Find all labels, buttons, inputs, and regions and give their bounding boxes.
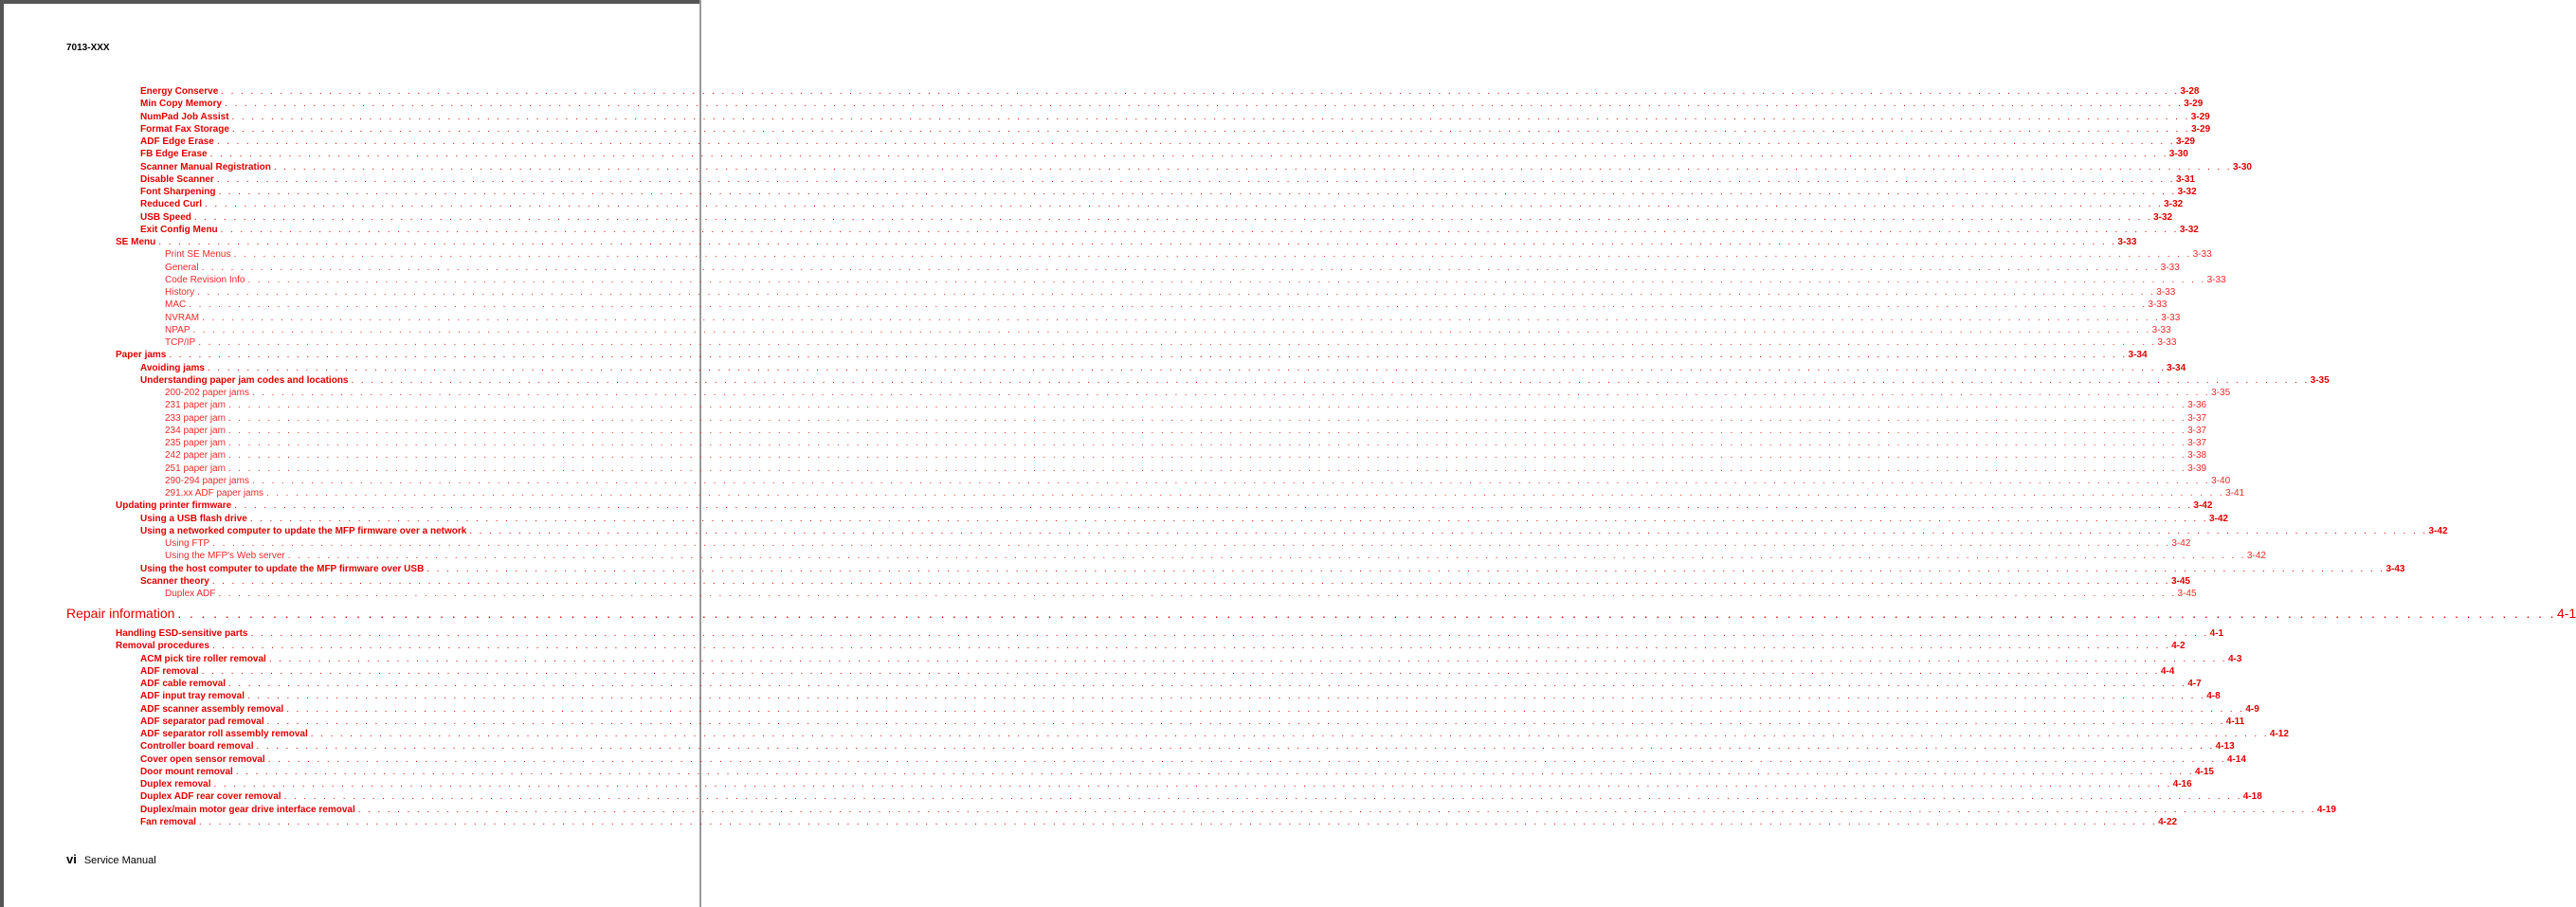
toc-entry-title: 234 paper jam: [165, 425, 226, 436]
toc-entry-title: ADF scanner assembly removal: [140, 703, 284, 715]
toc-entry-page: 3-35: [2310, 374, 2330, 386]
toc-entry-title: ADF separator roll assembly removal: [140, 729, 308, 739]
toc-entry[interactable]: [165, 437, 2207, 449]
toc-entry-page: 4-4: [2160, 665, 2175, 677]
toc-entry[interactable]: [165, 537, 2191, 550]
toc-entry-title: 291.xx ADF paper jams: [165, 488, 263, 499]
toc-entry-page: 3-37: [2187, 412, 2207, 424]
toc-entry-page: 3-32: [2164, 199, 2184, 210]
toc-entry-page: 3-32: [2153, 211, 2173, 223]
toc-dot-leader: . . . . . . . . . . . . . . . . . . . . . . . . . . . . . . . . . . . . . . . . . . . . . . . . . . . . . . . . . . . . . . . . . . . . . . . . . . . . . . . . . . . . . . . . . . . . . . . . . . . . . . . . . . . . . . . . . . . . . . . . . . . . . . . . . . . . . . . . . . . . . . . . . . . . . . . . . . . . . . . . . . . . . . . . . . . . . . . . . . . . . . . . . . . . . . . . . . . . . . . .: [286, 703, 2245, 715]
toc-dot-leader: . . . . . . . . . . . . . . . . . . . . . . . . . . . . . . . . . . . . . . . . . . . . . . . . . . . . . . . . . . . . . . . . . . . . . . . . . . . . . . . . . . . . . . . . . . . . . . . . . . . . . . . . . . . . . . . . . . . . . . . . . . . . . . . . . . . . . . . . . . . . . . . . . . . . . . . . . . . . . . . . . . . . . . . . . . . . . . . . . . . . . . . . . . . . . . . . . . . . . . . .: [351, 374, 2310, 386]
toc-entry-title: Handling ESD-sensitive parts: [116, 628, 248, 639]
toc-entry-title: 290-294 paper jams: [165, 475, 249, 486]
toc-entry[interactable]: [140, 525, 2448, 537]
toc-entry[interactable]: [140, 653, 2242, 665]
toc-entry-title: Duplex ADF rear cover removal: [140, 791, 281, 803]
toc-entry[interactable]: [140, 111, 2210, 123]
toc-entry[interactable]: [165, 262, 2180, 274]
toc-dot-leader: . . . . . . . . . . . . . . . . . . . . . . . . . . . . . . . . . . . . . . . . . . . . . . . . . . . . . . . . . . . . . . . . . . . . . . . . . . . . . . . . . . . . . . . . . . . . . . . . . . . . . . . . . . . . . . . . . . . . . . . . . . . . . . . . . . . . . . . . . . . . . . . . . . . . . . . . . . . . . . . . . . . . . . . . . . . . . . . . . . . . . . . . . . . . . . . . . . . . . . . .: [213, 779, 2172, 789]
toc-dot-leader: . . . . . . . . . . . . . . . . . . . . . . . . . . . . . . . . . . . . . . . . . . . . . . . . . . . . . . . . . . . . . . . . . . . . . . . . . . . . . . . . . . . . . . . . . . . . . . . . . . . . . . . . . . . . . . . . . . . . . . . . . . . . . . . . . . . . . . . . . . . . . . . . . . . . . . . . . . . . . . . . . . . . . . . . . . . . . . . . . . . . . . . . . . . . . . . . . . . . . . . .: [220, 224, 2179, 235]
toc-dot-leader: . . . . . . . . . . . . . . . . . . . . . . . . . . . . . . . . . . . . . . . . . . . . . . . . . . . . . . . . . . . . . . . . . . . . . . . . . . . . . . . . . . . . . . . . . . . . . . . . . . . . . . . . . . . . . . . . . . . . . . . . . . . . . . . . . . . . . . . . . . . . . . . . . . . . . . . . . . . . . . . . . . . . . . . . . . . . . . . . . . . . . . . . . . . . . . . . . . . . . . . .: [231, 123, 2191, 135]
toc-entry-page: 3-29: [2184, 99, 2204, 110]
toc-entry[interactable]: [140, 136, 2195, 148]
toc-entry-title: Repair information: [66, 606, 175, 621]
toc-entry-page: 4-19: [2316, 804, 2336, 815]
toc-entry-page: 3-33: [2148, 299, 2168, 311]
toc-entry[interactable]: [140, 753, 2246, 766]
toc-entry-title: 251 paper jam: [165, 463, 226, 474]
toc-entry-page: 4-3: [2227, 653, 2242, 664]
toc-entry-page: 3-33: [2157, 337, 2177, 348]
toc-entry-title: Controller board removal: [140, 741, 254, 753]
toc-entry[interactable]: [165, 399, 2207, 411]
toc-entry-title: NPAP: [165, 324, 190, 336]
toc-entry-title: ADF input tray removal: [140, 691, 245, 702]
toc-entry-title: ADF Edge Erase: [140, 136, 214, 147]
toc-entry[interactable]: [165, 286, 2176, 299]
toc-entry-page: 3-43: [2386, 563, 2405, 574]
toc-entry-page: 3-37: [2187, 425, 2207, 436]
toc-dot-leader: . . . . . . . . . . . . . . . . . . . . . . . . . . . . . . . . . . . . . . . . . . . . . . . . . . . . . . . . . . . . . . . . . . . . . . . . . . . . . . . . . . . . . . . . . . . . . . . . . . . . . . . . . . . . . . . . . . . . . . . . . . . . . . . . . . . . . . . . . . . . . . . . . . . . . . . . . . . . . . . . . . . . . . . . . . . . . . . . . . . . . . . . . . . . . . . . . . . . . . . .: [265, 488, 2225, 499]
toc-entry-page: 3-33: [2151, 324, 2171, 336]
toc-entry[interactable]: [140, 85, 2200, 98]
toc-entry[interactable]: [140, 563, 2405, 575]
toc-dot-leader: . . . . . . . . . . . . . . . . . . . . . . . . . . . . . . . . . . . . . . . . . . . . . . . . . . . . . . . . . . . . . . . . . . . . . . . . . . . . . . . . . . . . . . . . . . . . . . . . . . . . . . . . . . . . . . . . . . . . . . . . . . . . . . . . . . . . . . . . . . . . . . . . . . . . . . . . . . . . . . . . . . . . . . . . . . . . . . . . . . . . . . . . . . . . . . . . . . . . . . . .: [227, 400, 2187, 411]
toc-dot-leader: . . . . . . . . . . . . . . . . . . . . . . . . . . . . . . . . . . . . . . . . . . . . . . . . . . . . . . . . . . . . . . . . . . . . . . . . . . . . . . . . . . . . . . . . . . . . . . . . . . . . . . . . . . . . . . . . . . . . . . . . . . . . . . . . . . . . . . . . . . . . . . . . . . . . . . . . . . . . . . . . . . . . . . . . . . . . . . . . . . . . . . . . . . . . . . . . . . . . . . . .: [192, 324, 2151, 336]
toc-dot-leader: . . . . . . . . . . . . . . . . . . . . . . . . . . . . . . . . . . . . . . . . . . . . . . . . . . . . . . . . . . . . . . . . . . . . . . . . . . . . . . . . . . . . . . . . . . . . . . . . . . . . . . . . . . . . . . . . . . . . . . . . . . . . . . . . . . . . . . . . . . . . . . . . . . . . . . . . . . . . . . . . . . . . . . . . . . . . . . . . . . . . . . . . . . . . . . . . . . . . . . . .: [227, 450, 2187, 462]
toc-entry-page: 4-11: [2225, 716, 2245, 727]
toc-entry-page: 4-12: [2269, 729, 2289, 739]
toc-entry[interactable]: [140, 186, 2197, 198]
toc-entry-title: 200-202 paper jams: [165, 388, 249, 398]
toc-entry-page: 3-42: [2193, 500, 2213, 512]
toc-chapter[interactable]: [66, 605, 2576, 622]
toc-dot-leader: . . . . . . . . . . . . . . . . . . . . . . . . . . . . . . . . . . . . . . . . . . . . . . . . . . . . . . . . . . . . . . . . . . . . . . . . . . . . . . . . . . . . . . . . . . . . . . . . . . . . . . . . . . . . . . . . . . . . . . . . . . . . . . . . . . . . . . . . . . . . . . . . . . . . . . . . . . . . . . . . . . . . . . . . . . . . . . . . . . . . . . . . . . . . . . . . . . . . . . . .: [426, 563, 2386, 574]
toc-entry-title: Updating printer firmware: [116, 500, 232, 512]
toc-entry[interactable]: [140, 224, 2199, 236]
toc-entry-title: History: [165, 287, 195, 298]
toc-entry[interactable]: [140, 766, 2214, 778]
toc-entry-page: 3-40: [2211, 475, 2231, 486]
toc-dot-leader: . . . . . . . . . . . . . . . . . . . . . . . . . . . . . . . . . . . . . . . . . . . . . . . . . . . . . . . . . . . . . . . . . . . . . . . . . . . . . . . . . . . . . . . . . . . . . . . . . . . . . . . . . . . . . . . . . . . . . . . . . . . . . . . . . . . . . . . . . . . . . . . . . . . . . . . . . . . . . . . . . . . . . . . . . . . . . . . . . . . . . . . . . . . . . . . . . . . . . . . .: [198, 337, 2157, 348]
toc-entry[interactable]: [140, 374, 2330, 387]
toc-entry-page: 3-45: [2177, 589, 2197, 599]
footer-manual-name: Service Manual: [83, 855, 156, 866]
toc-entry-page: 3-37: [2187, 438, 2207, 448]
toc-dot-leader: . . . . . . . . . . . . . . . . . . . . . . . . . . . . . . . . . . . . . . . . . . . . . . . . . . . . . . . . . . . . . . . . . . . . . . . . . . . . . . . . . . . . . . . . . . . . . . . . . . . . . . . . . . . . . . . . . . . . . . . . . . . . . . . . . . . . . . . . . . . . . . . . . . . . . . . . . . . . . . . . . . . . . . . . . . . . . . . . . . . . . . . . . . . . . . . . . . . . . . . .: [158, 237, 2117, 247]
toc-entry-title: ADF cable removal: [140, 679, 227, 689]
toc-entry-page: 3-42: [2246, 551, 2266, 562]
toc-entry[interactable]: [140, 362, 2186, 374]
toc-entry-title: ADF separator pad removal: [140, 716, 264, 727]
toc-entry[interactable]: [116, 640, 2186, 652]
toc-entry-title: Duplex ADF: [165, 589, 216, 599]
toc-entry[interactable]: [140, 690, 2221, 702]
toc-entry[interactable]: [140, 148, 2188, 160]
toc-entry-page: 3-30: [2168, 149, 2188, 160]
toc-entry-title: TCP/IP: [165, 337, 196, 348]
toc-entry-title: Print SE Menus: [165, 249, 231, 261]
toc-dot-leader: . . . . . . . . . . . . . . . . . . . . . . . . . . . . . . . . . . . . . . . . . . . . . . . . . . . . . . . . . . . . . . . . . . . . . . . . . . . . . . . . . . . . . . . . . . . . . . . . . . . . . . . . . . . . . . . . . . . . . . . . . . . . . . . . . . . . . . . . . . . . . . . . . . . . . . . . . . . . . . . . . . . . . . . . . . . . . . . . . . . . . . . . . . . . . . . . . . . . . . . .: [225, 99, 2184, 110]
toc-entry-title: Code Revision Info: [165, 274, 245, 285]
toc-dot-leader: . . . . . . . . . . . . . . . . . . . . . . . . . . . . . . . . . . . . . . . . . . . . . . . . . . . . . . . . . . . . . . . . . . . . . . . . . . . . . . . . . . . . . . . . . . . . . . . . . . . . . . . . . . . . . . . . . . . . . . . . . . . . . . . . . . . . . . . . . . . . . . . . . . . . . . . . . . . . . . . . . . . . . . . . . . . . . . . . . . . . . . . . . . . . . . . . . . . . . . . .: [231, 111, 2190, 122]
toc-dot-leader: . . . . . . . . . . . . . . . . . . . . . . . . . . . . . . . . . . . . . . . . . . . . . . . . . . . . . . . . . . . . . . . . . . . . . . . . . . . . . . . . . . . . . . . . . . . . . . . . . . . . . . . . . . . . . . . . . . . . . . . . . . . . . . . . . . . . . . . . . . . . . . . . . . . . . . . . . . . . . . . . . . . . . . . . . . . . . . . . . . . . . . . . . . . . . . . . . . . . . . . .: [201, 262, 2160, 273]
toc-entry-title: Cover open sensor removal: [140, 753, 265, 765]
toc-entry-page: 3-39: [2187, 463, 2207, 474]
toc-entry-page: 3-33: [2192, 249, 2212, 261]
page-footer: [66, 852, 156, 866]
toc-entry-page: 3-34: [2128, 350, 2148, 361]
toc-dot-leader: . . . . . . . . . . . . . . . . . . . . . . . . . . . . . . . . . . . . . . . . . . . . . . . . . . . . . . . . . . . . . . . . . . . . . . . . . . . . . . . . . . . . . . . . . . . . . . . . . . . . . . . . . . . . . . . . . . . . . . . . . . . . . . . . . . . . . . . . . . . . . . . . . . . . . . . . . . . . . . . . . . . . . . . . . . . . . . . . . . . . . . . . . . . . . . . . . . . . . . . .: [205, 199, 2164, 210]
toc-dot-leader: . . . . . . . . . . . . . . . . . . . . . . . . . . . . . . . . . . . . . . . . . . . . . . . . . . . . . . . . . . . . . . . . . . . . . . . . . . . . . . . . . . . . . . . . . . . . . . . . . . . . . . . . . . . . . . . . . . . . . . . . . . . . . . . . . . . . . . . . . . . . . . . . . . . . . . . . . . . . . . . . . . . . . . . . . . . . . . . . . . . . . . . . . . . . . . . . . . . . . . . .: [256, 741, 2215, 753]
toc-entry[interactable]: [165, 475, 2231, 487]
toc-entry[interactable]: [165, 412, 2207, 425]
toc-entry[interactable]: [165, 550, 2266, 562]
toc-dot-leader: . . . . . . . . . . . . . . . . . . . . . . . . . . . . . . . . . . . . . . . . . . . . . . . . . . . . . . . . . . . . . . . . . . . . . . . . . . . . . . . . . . . . . . . . . . . . . . . . . . . . . . . . . . . . . . . . . . . . . . . . . . . . . . . . . . . . . . . . . . . . . . . . . . . . . . . . . . . . . . . . . . . . . . . . . . . . . . . . . . . . . . . . . . . . . . . . . . . . . . . .: [268, 653, 2227, 664]
toc-entry-title: USB Speed: [140, 211, 191, 223]
toc-dot-leader: . . . . . . . . . . . . . . . . . . . . . . . . . . . . . . . . . . . . . . . . . . . . . . . . . . . . . . . . . . . . . . . . . . . . . . . . . . . . . . . . . . . . . . . . . . . . . . . . . . . . . . . . . . . . . . . . . . . . . . . . . . . . . . . . . . . . . . . . . . . . . . . . . . . . . . . . . . . . . . . . . . . . . . . . . . . . . . . . . . . . . . . . . . . . . . . . . . . . . . . .: [227, 438, 2187, 448]
toc-entry-title: 231 paper jam: [165, 400, 226, 411]
toc-dot-leader: . . . . . . . . . . . . . . . . . . . . . . . . . . . . . . . . . . . . . . . . . . . . . . . . . . . . . . . . . . . . . . . . . . . . . . . . . . . . . . . . . . . . . . . . . . . . . . . . . . . . . . . . . . . . . . . . . . . . . . . . . . . . . . . . . . . . . . . . . . . . . . . . . . . . . . . . . . . . . . . . . . . . . . . . . . . . . . . . . . . . . . . . . . . . . . . . . . . . . . . .: [251, 475, 2211, 486]
toc-entry-title: Avoiding jams: [140, 362, 205, 373]
toc-entry-page: 4-8: [2206, 691, 2221, 702]
toc-entry-title: FB Edge Erase: [140, 149, 208, 160]
toc-entry[interactable]: [116, 627, 2224, 640]
toc-entry-page: 4-7: [2187, 679, 2202, 689]
toc-entry[interactable]: [165, 463, 2207, 475]
toc-entry-title: ACM pick tire roller removal: [140, 653, 266, 664]
toc-entry[interactable]: [140, 778, 2192, 790]
toc-entry-title: Door mount removal: [140, 766, 233, 777]
toc-entry-page: 4-1: [2556, 606, 2576, 621]
toc-entry-page: 3-45: [2170, 575, 2190, 587]
toc-dot-leader: . . . . . . . . . . . . . . . . . . . . . . . . . . . . . . . . . . . . . . . . . . . . . . . . . . . . . . . . . . . . . . . . . . . . . . . . . . . . . . . . . . . . . . . . . . . . . . . . . . . . . . . . . . . . . . . . . . . . . . . . . . . . . . . . . . . . . . . . . . . . . . . . . . . . . . . . . . . . . . . . . . . . . . . . . . . . . . . . . . . . . . . . . . . . . . . . . . . . . . . .: [227, 412, 2187, 424]
toc-dot-leader: . . . . . . . . . . . . . . . . . . . . . . . . . . . . . . . . . . . . . . . . . . . . . . . . . . . . . . . . . . . . . . . . . . . . . . . . . . . . . . . . . . . . . . . . . . . . . . . . . . . . . . . . . . . . . . . . . . . . . . . . . . . . . . . . . . . . . . . . . . . . . . . . . . . . . . . . . . . . . . . . . . . . . . . . . . . . . . . . . . . . . . . . . . . . . . . . . . . . . . . .: [221, 86, 2180, 97]
toc-entry-title: Reduced Curl: [140, 199, 203, 210]
toc-entry[interactable]: [140, 161, 2252, 173]
toc-dot-leader: . . . . . . . . . . . . . . . . . . . . . . . . . . . . . . . . . . . . . . . . . . . . . . . . . . . . . . . . . . . . . . . . . . . . . . . . . . . . . . . . . . . . . . . . . . . . . . . . . . . . . . . . . . . . . . . . . . . . . . . . . . . . . . . . . . . . . . . . . . . . . . . . . . . . . . . . . . . . . . . . . . . . . . . . . . . . . . . . . . . . . . . . . . . . . . . . . . . . . . . .: [249, 513, 2208, 524]
toc-entry[interactable]: [116, 499, 2213, 512]
toc-entry-title: SE Menu: [116, 237, 156, 247]
toc-entry-title: NumPad Job Assist: [140, 111, 229, 122]
toc-dot-leader: . . . . . . . . . . . . . . . . . . . . . . . . . . . . . . . . . . . . . . . . . . . . . . . . . . . . . . . . . . . . . . . . . . . . . . . . . . . . . . . . . . . . . . . . . . . . . . . . . . . . . . . . . . . . . . . . . . . . . . . . . . . . . . . . . . . . . . . . . . . . . . . . . . . . . . . . . . . . . . . . . . . . . . . . . . . . . . . . . . . . . . . . . . . . . . . . . . . . . . . .: [227, 463, 2187, 474]
toc-entry-page: 4-13: [2215, 741, 2235, 753]
toc-dot-leader: . . . . . . . . . . . . . . . . . . . . . . . . . . . . . . . . . . . . . . . . . . . . . . . . . . . . . . . . . . . . . . . . . . . . . . . . . . . . . . . . . . . . . . . . . . . . . . . . . . . . . . . . . . . . . . . . . . . . . . . . . . . . . . . . . . . . . . . . . . . . . . . . . . . . . . . . . . . . . . . . . . . . . . . . . . . . . . . . . . . . . . . . . . . . . . . . . . . . . . . .: [247, 691, 2206, 702]
toc-entry-page: 3-42: [2171, 538, 2191, 549]
toc-dot-leader: . . . . . . . . . . . . . . . . . . . . . . . . . . . . . . . . . . . . . . . . . . . . . . . . . . . . . . . . . . . . . . . . . . . . . . . . . . . . . . . . . . . . . . . . . . . . . . . . . . . . . . . . . . . . . . . . . . . . . . . . . . . . . . . . . . . . . . . . . . . . . . . . . . . . . . . . . . . . . . . . . . . . . . . . . . . . . . . . . . . . . . . . . . . . . . . . . . . . . . . .: [227, 425, 2187, 436]
document-id: 7013-XXX: [66, 43, 110, 53]
toc-dot-leader: . . . . . . . . . . . . . . . . . . . . . . . . . . . . . . . . . . . . . . . . . . . . . . . . . . . . . . . . . . . . . . . . . . . . . . . . . . . . . . . . . . . . . . . . . . . . . . . . . . . . . . . . . . . . . . . . . . . . . . . . . . . . . . . . . . . . . . . . . . . . . . . . . . . . . . . . . . . . . . . . . . . . . . . . . . . . . . . . . . . . . . . . . . . . . . . . . . . . . . . .: [233, 249, 2192, 261]
toc-entry[interactable]: [140, 703, 2259, 716]
toc-dot-leader: . . . . . . . . . . . . . . . . . . . . . . . . . . . . . . . . . . . . . . . . . . . . . . . . . . . . . . . . . . . . . . . . . . . . . . . . . . . . . . . . . . . . . . . . . . . . . . . . . . . . . . . . . . . . . . . . . . . . . . . . . . . . . . . . . . . . . . . . . . . . . . . . . . . . . . . . . . . . . . . . . . . . . . . . . . . . . . . . . . . . . . . . . . . . . . . . . . . . . . . .: [469, 525, 2428, 536]
toc-entry-title: 235 paper jam: [165, 438, 226, 448]
toc-entry-page: 4-22: [2158, 816, 2178, 827]
toc-entry[interactable]: [140, 198, 2184, 210]
toc-entry-title: Using a networked computer to update the MFP firmware over a network: [140, 525, 467, 536]
toc-entry[interactable]: [140, 173, 2195, 186]
toc-entry-page: 3-31: [2175, 173, 2195, 185]
footer-page-number: vi: [66, 852, 77, 866]
toc-entry[interactable]: [140, 98, 2204, 110]
toc-entry[interactable]: [140, 678, 2202, 690]
toc-entry[interactable]: [116, 349, 2148, 361]
toc-entry[interactable]: [165, 449, 2207, 462]
toc-entry-page: 4-16: [2172, 779, 2192, 789]
toc-entry-page: 3-36: [2187, 400, 2207, 411]
toc-dot-leader: . . . . . . . . . . . . . . . . . . . . . . . . . . . . . . . . . . . . . . . . . . . . . . . . . . . . . . . . . . . . . . . . . . . . . . . . . . . . . . . . . . . . . . . . . . . . . . . . . . . . . . . . . . . . . . . . . . . . . . . . . . . . . . . . . . . . . . . . . . . . . . . . . . . . . . . . . . . . . . . . . . . . . . . . . . . . . . . . . . . . . . . . . . . . . . . . . . . . . . . .: [177, 606, 2556, 621]
toc-dot-leader: . . . . . . . . . . . . . . . . . . . . . . . . . . . . . . . . . . . . . . . . . . . . . . . . . . . . . . . . . . . . . . . . . . . . . . . . . . . . . . . . . . . . . . . . . . . . . . . . . . . . . . . . . . . . . . . . . . . . . . . . . . . . . . . . . . . . . . . . . . . . . . . . . . . . . . . . . . . . . . . . . . . . . . . . . . . . . . . . . . . . . . . . . . . . . . . . . . . . . . . .: [216, 173, 2175, 185]
toc-entry-title: Using the host computer to update the MFP firmware over USB: [140, 563, 425, 574]
toc-dot-leader: . . . . . . . . . . . . . . . . . . . . . . . . . . . . . . . . . . . . . . . . . . . . . . . . . . . . . . . . . . . . . . . . . . . . . . . . . . . . . . . . . . . . . . . . . . . . . . . . . . . . . . . . . . . . . . . . . . . . . . . . . . . . . . . . . . . . . . . . . . . . . . . . . . . . . . . . . . . . . . . . . . . . . . . . . . . . . . . . . . . . . . . . . . . . . . . . . . . . . . . .: [189, 299, 2148, 311]
toc-entry[interactable]: [165, 274, 2226, 286]
toc-dot-leader: . . . . . . . . . . . . . . . . . . . . . . . . . . . . . . . . . . . . . . . . . . . . . . . . . . . . . . . . . . . . . . . . . . . . . . . . . . . . . . . . . . . . . . . . . . . . . . . . . . . . . . . . . . . . . . . . . . . . . . . . . . . . . . . . . . . . . . . . . . . . . . . . . . . . . . . . . . . . . . . . . . . . . . . . . . . . . . . . . . . . . . . . . . . . . . . . . . . . . . . .: [228, 679, 2187, 689]
toc-entry-page: 3-33: [2206, 274, 2226, 285]
toc-entry[interactable]: [165, 324, 2171, 336]
toc-dot-leader: . . . . . . . . . . . . . . . . . . . . . . . . . . . . . . . . . . . . . . . . . . . . . . . . . . . . . . . . . . . . . . . . . . . . . . . . . . . . . . . . . . . . . . . . . . . . . . . . . . . . . . . . . . . . . . . . . . . . . . . . . . . . . . . . . . . . . . . . . . . . . . . . . . . . . . . . . . . . . . . . . . . . . . . . . . . . . . . . . . . . . . . . . . . . . . . . . . . . . . . .: [211, 575, 2170, 587]
toc-entry-page: 3-32: [2179, 224, 2199, 235]
toc-entry[interactable]: [116, 236, 2137, 248]
toc-dot-leader: . . . . . . . . . . . . . . . . . . . . . . . . . . . . . . . . . . . . . . . . . . . . . . . . . . . . . . . . . . . . . . . . . . . . . . . . . . . . . . . . . . . . . . . . . . . . . . . . . . . . . . . . . . . . . . . . . . . . . . . . . . . . . . . . . . . . . . . . . . . . . . . . . . . . . . . . . . . . . . . . . . . . . . . . . . . . . . . . . . . . . . . . . . . . . . . . . . . . . . . .: [201, 665, 2160, 677]
toc-entry[interactable]: [165, 487, 2245, 499]
toc-entry-page: 4-2: [2171, 641, 2186, 652]
toc-dot-leader: . . . . . . . . . . . . . . . . . . . . . . . . . . . . . . . . . . . . . . . . . . . . . . . . . . . . . . . . . . . . . . . . . . . . . . . . . . . . . . . . . . . . . . . . . . . . . . . . . . . . . . . . . . . . . . . . . . . . . . . . . . . . . . . . . . . . . . . . . . . . . . . . . . . . . . . . . . . . . . . . . . . . . . . . . . . . . . . . . . . . . . . . . . . . . . . . . . . . . . . .: [202, 312, 2161, 323]
toc-entry[interactable]: [165, 312, 2181, 324]
toc-entry-title: Understanding paper jam codes and locations: [140, 374, 349, 386]
toc-dot-leader: . . . . . . . . . . . . . . . . . . . . . . . . . . . . . . . . . . . . . . . . . . . . . . . . . . . . . . . . . . . . . . . . . . . . . . . . . . . . . . . . . . . . . . . . . . . . . . . . . . . . . . . . . . . . . . . . . . . . . . . . . . . . . . . . . . . . . . . . . . . . . . . . . . . . . . . . . . . . . . . . . . . . . . . . . . . . . . . . . . . . . . . . . . . . . . . . . . . . . . . .: [212, 538, 2171, 549]
toc-entry-page: 3-34: [2167, 362, 2186, 373]
toc-entry-title: ADF removal: [140, 665, 199, 677]
toc-entry-title: Min Copy Memory: [140, 99, 223, 110]
toc-entry[interactable]: [140, 804, 2336, 816]
toc-entry[interactable]: [140, 665, 2175, 678]
toc-entry-page: 4-15: [2194, 766, 2214, 777]
toc-entry[interactable]: [140, 123, 2211, 136]
toc-entry[interactable]: [165, 336, 2177, 349]
toc-dot-leader: . . . . . . . . . . . . . . . . . . . . . . . . . . . . . . . . . . . . . . . . . . . . . . . . . . . . . . . . . . . . . . . . . . . . . . . . . . . . . . . . . . . . . . . . . . . . . . . . . . . . . . . . . . . . . . . . . . . . . . . . . . . . . . . . . . . . . . . . . . . . . . . . . . . . . . . . . . . . . . . . . . . . . . . . . . . . . . . . . . . . . . . . . . . . . . . . . . . . . . . .: [266, 716, 2225, 727]
toc-dot-leader: . . . . . . . . . . . . . . . . . . . . . . . . . . . . . . . . . . . . . . . . . . . . . . . . . . . . . . . . . . . . . . . . . . . . . . . . . . . . . . . . . . . . . . . . . . . . . . . . . . . . . . . . . . . . . . . . . . . . . . . . . . . . . . . . . . . . . . . . . . . . . . . . . . . . . . . . . . . . . . . . . . . . . . . . . . . . . . . . . . . . . . . . . . . . . . . . . . . . . . . .: [211, 641, 2171, 652]
toc-dot-leader: . . . . . . . . . . . . . . . . . . . . . . . . . . . . . . . . . . . . . . . . . . . . . . . . . . . . . . . . . . . . . . . . . . . . . . . . . . . . . . . . . . . . . . . . . . . . . . . . . . . . . . . . . . . . . . . . . . . . . . . . . . . . . . . . . . . . . . . . . . . . . . . . . . . . . . . . . . . . . . . . . . . . . . . . . . . . . . . . . . . . . . . . . . . . . . . . . . . . . . . .: [193, 211, 2153, 223]
toc-dot-leader: . . . . . . . . . . . . . . . . . . . . . . . . . . . . . . . . . . . . . . . . . . . . . . . . . . . . . . . . . . . . . . . . . . . . . . . . . . . . . . . . . . . . . . . . . . . . . . . . . . . . . . . . . . . . . . . . . . . . . . . . . . . . . . . . . . . . . . . . . . . . . . . . . . . . . . . . . . . . . . . . . . . . . . . . . . . . . . . . . . . . . . . . . . . . . . . . . . . . . . . .: [250, 628, 2209, 639]
toc-entry-page: 4-18: [2242, 791, 2262, 803]
toc-dot-leader: . . . . . . . . . . . . . . . . . . . . . . . . . . . . . . . . . . . . . . . . . . . . . . . . . . . . . . . . . . . . . . . . . . . . . . . . . . . . . . . . . . . . . . . . . . . . . . . . . . . . . . . . . . . . . . . . . . . . . . . . . . . . . . . . . . . . . . . . . . . . . . . . . . . . . . . . . . . . . . . . . . . . . . . . . . . . . . . . . . . . . . . . . . . . . . . . . . . . . . . .: [235, 766, 2194, 777]
toc-dot-leader: . . . . . . . . . . . . . . . . . . . . . . . . . . . . . . . . . . . . . . . . . . . . . . . . . . . . . . . . . . . . . . . . . . . . . . . . . . . . . . . . . . . . . . . . . . . . . . . . . . . . . . . . . . . . . . . . . . . . . . . . . . . . . . . . . . . . . . . . . . . . . . . . . . . . . . . . . . . . . . . . . . . . . . . . . . . . . . . . . . . . . . . . . . . . . . . . . . . . . . . .: [357, 804, 2316, 815]
toc-dot-leader: . . . . . . . . . . . . . . . . . . . . . . . . . . . . . . . . . . . . . . . . . . . . . . . . . . . . . . . . . . . . . . . . . . . . . . . . . . . . . . . . . . . . . . . . . . . . . . . . . . . . . . . . . . . . . . . . . . . . . . . . . . . . . . . . . . . . . . . . . . . . . . . . . . . . . . . . . . . . . . . . . . . . . . . . . . . . . . . . . . . . . . . . . . . . . . . . . . . . . . . .: [273, 161, 2232, 172]
toc-entry-title: Energy Conserve: [140, 86, 219, 97]
toc-entry-page: 3-42: [2208, 513, 2228, 524]
toc-entry-title: Fan removal: [140, 816, 196, 827]
toc-entry-title: MAC: [165, 299, 187, 311]
toc-entry-page: 3-29: [2191, 123, 2211, 135]
toc-entry[interactable]: [140, 513, 2228, 525]
toc-entry[interactable]: [165, 387, 2231, 399]
toc-entry-title: Using the MFP's Web server: [165, 551, 285, 562]
toc-entry[interactable]: [140, 790, 2262, 803]
toc-dot-leader: . . . . . . . . . . . . . . . . . . . . . . . . . . . . . . . . . . . . . . . . . . . . . . . . . . . . . . . . . . . . . . . . . . . . . . . . . . . . . . . . . . . . . . . . . . . . . . . . . . . . . . . . . . . . . . . . . . . . . . . . . . . . . . . . . . . . . . . . . . . . . . . . . . . . . . . . . . . . . . . . . . . . . . . . . . . . . . . . . . . . . . . . . . . . . . . . . . . . . . . .: [197, 287, 2156, 298]
toc-entry[interactable]: [140, 816, 2178, 828]
toc-entry-title: General: [165, 262, 199, 273]
toc-dot-leader: . . . . . . . . . . . . . . . . . . . . . . . . . . . . . . . . . . . . . . . . . . . . . . . . . . . . . . . . . . . . . . . . . . . . . . . . . . . . . . . . . . . . . . . . . . . . . . . . . . . . . . . . . . . . . . . . . . . . . . . . . . . . . . . . . . . . . . . . . . . . . . . . . . . . . . . . . . . . . . . . . . . . . . . . . . . . . . . . . . . . . . . . . . . . . . . . . . . . . . . .: [198, 816, 2158, 827]
toc-entry-page: 3-35: [2211, 388, 2231, 398]
toc-entry[interactable]: [165, 299, 2168, 311]
toc-entry[interactable]: [165, 248, 2212, 261]
toc-entry-title: Scanner Manual Registration: [140, 161, 271, 172]
toc-entry[interactable]: [140, 728, 2289, 740]
toc-entry-title: Format Fax Storage: [140, 123, 229, 135]
toc-dot-leader: . . . . . . . . . . . . . . . . . . . . . . . . . . . . . . . . . . . . . . . . . . . . . . . . . . . . . . . . . . . . . . . . . . . . . . . . . . . . . . . . . . . . . . . . . . . . . . . . . . . . . . . . . . . . . . . . . . . . . . . . . . . . . . . . . . . . . . . . . . . . . . . . . . . . . . . . . . . . . . . . . . . . . . . . . . . . . . . . . . . . . . . . . . . . . . . . . . . . . . . .: [218, 589, 2177, 599]
toc-entry[interactable]: [140, 716, 2245, 728]
toc-entry-page: 3-33: [2161, 312, 2181, 323]
toc-entry-title: NVRAM: [165, 312, 200, 323]
toc-entry-title: Duplex/main motor gear drive interface removal: [140, 804, 355, 815]
toc-dot-leader: . . . . . . . . . . . . . . . . . . . . . . . . . . . . . . . . . . . . . . . . . . . . . . . . . . . . . . . . . . . . . . . . . . . . . . . . . . . . . . . . . . . . . . . . . . . . . . . . . . . . . . . . . . . . . . . . . . . . . . . . . . . . . . . . . . . . . . . . . . . . . . . . . . . . . . . . . . . . . . . . . . . . . . . . . . . . . . . . . . . . . . . . . . . . . . . . . . . . . . . .: [169, 350, 2128, 361]
toc-entry[interactable]: [140, 740, 2235, 753]
toc-entry-page: 3-28: [2180, 86, 2200, 97]
toc-dot-leader: . . . . . . . . . . . . . . . . . . . . . . . . . . . . . . . . . . . . . . . . . . . . . . . . . . . . . . . . . . . . . . . . . . . . . . . . . . . . . . . . . . . . . . . . . . . . . . . . . . . . . . . . . . . . . . . . . . . . . . . . . . . . . . . . . . . . . . . . . . . . . . . . . . . . . . . . . . . . . . . . . . . . . . . . . . . . . . . . . . . . . . . . . . . . . . . . . . . . . . . .: [310, 729, 2269, 739]
toc-entry-title: Font Sharpening: [140, 187, 216, 197]
toc-entry-page: 3-30: [2232, 161, 2252, 172]
toc-entry-title: Using FTP: [165, 538, 210, 549]
toc-entry-page: 3-42: [2428, 525, 2448, 536]
toc-entry[interactable]: [140, 575, 2190, 588]
toc-entry-title: Disable Scanner: [140, 173, 214, 185]
toc-entry-title: Paper jams: [116, 350, 167, 361]
toc-entry-page: 3-32: [2177, 187, 2197, 197]
toc-entry-title: 233 paper jam: [165, 412, 226, 424]
toc-entry-page: 4-14: [2226, 753, 2246, 765]
toc-entry-title: Scanner theory: [140, 575, 209, 587]
toc-entry[interactable]: [140, 211, 2173, 224]
toc-dot-leader: . . . . . . . . . . . . . . . . . . . . . . . . . . . . . . . . . . . . . . . . . . . . . . . . . . . . . . . . . . . . . . . . . . . . . . . . . . . . . . . . . . . . . . . . . . . . . . . . . . . . . . . . . . . . . . . . . . . . . . . . . . . . . . . . . . . . . . . . . . . . . . . . . . . . . . . . . . . . . . . . . . . . . . . . . . . . . . . . . . . . . . . . . . . . . . . . . . . . . . . .: [207, 362, 2167, 373]
toc-entry-title: Removal procedures: [116, 641, 209, 652]
toc-entry-title: Exit Config Menu: [140, 224, 218, 235]
toc-dot-leader: . . . . . . . . . . . . . . . . . . . . . . . . . . . . . . . . . . . . . . . . . . . . . . . . . . . . . . . . . . . . . . . . . . . . . . . . . . . . . . . . . . . . . . . . . . . . . . . . . . . . . . . . . . . . . . . . . . . . . . . . . . . . . . . . . . . . . . . . . . . . . . . . . . . . . . . . . . . . . . . . . . . . . . . . . . . . . . . . . . . . . . . . . . . . . . . . . . . . . . . .: [247, 274, 2206, 285]
toc-entry-title: Using a USB flash drive: [140, 513, 247, 524]
toc-dot-leader: . . . . . . . . . . . . . . . . . . . . . . . . . . . . . . . . . . . . . . . . . . . . . . . . . . . . . . . . . . . . . . . . . . . . . . . . . . . . . . . . . . . . . . . . . . . . . . . . . . . . . . . . . . . . . . . . . . . . . . . . . . . . . . . . . . . . . . . . . . . . . . . . . . . . . . . . . . . . . . . . . . . . . . . . . . . . . . . . . . . . . . . . . . . . . . . . . . . . . . . .: [283, 791, 2242, 803]
toc-entry-page: 3-33: [2117, 237, 2137, 247]
toc-dot-leader: . . . . . . . . . . . . . . . . . . . . . . . . . . . . . . . . . . . . . . . . . . . . . . . . . . . . . . . . . . . . . . . . . . . . . . . . . . . . . . . . . . . . . . . . . . . . . . . . . . . . . . . . . . . . . . . . . . . . . . . . . . . . . . . . . . . . . . . . . . . . . . . . . . . . . . . . . . . . . . . . . . . . . . . . . . . . . . . . . . . . . . . . . . . . . . . . . . . . . . . .: [216, 136, 2175, 147]
toc-entry-page: 3-33: [2156, 287, 2176, 298]
toc-dot-leader: . . . . . . . . . . . . . . . . . . . . . . . . . . . . . . . . . . . . . . . . . . . . . . . . . . . . . . . . . . . . . . . . . . . . . . . . . . . . . . . . . . . . . . . . . . . . . . . . . . . . . . . . . . . . . . . . . . . . . . . . . . . . . . . . . . . . . . . . . . . . . . . . . . . . . . . . . . . . . . . . . . . . . . . . . . . . . . . . . . . . . . . . . . . . . . . . . . . . . . . .: [218, 187, 2177, 197]
toc-entry-page: 3-38: [2187, 450, 2207, 462]
toc-dot-leader: . . . . . . . . . . . . . . . . . . . . . . . . . . . . . . . . . . . . . . . . . . . . . . . . . . . . . . . . . . . . . . . . . . . . . . . . . . . . . . . . . . . . . . . . . . . . . . . . . . . . . . . . . . . . . . . . . . . . . . . . . . . . . . . . . . . . . . . . . . . . . . . . . . . . . . . . . . . . . . . . . . . . . . . . . . . . . . . . . . . . . . . . . . . . . . . . . . . . . . . .: [251, 388, 2211, 398]
toc-entry[interactable]: [165, 425, 2207, 437]
toc-dot-leader: . . . . . . . . . . . . . . . . . . . . . . . . . . . . . . . . . . . . . . . . . . . . . . . . . . . . . . . . . . . . . . . . . . . . . . . . . . . . . . . . . . . . . . . . . . . . . . . . . . . . . . . . . . . . . . . . . . . . . . . . . . . . . . . . . . . . . . . . . . . . . . . . . . . . . . . . . . . . . . . . . . . . . . . . . . . . . . . . . . . . . . . . . . . . . . . . . . . . . . . .: [209, 149, 2168, 160]
toc-entry[interactable]: [165, 588, 2197, 600]
toc-entry-title: 242 paper jam: [165, 450, 226, 462]
toc-entry-page: 4-9: [2245, 703, 2259, 715]
toc-dot-leader: . . . . . . . . . . . . . . . . . . . . . . . . . . . . . . . . . . . . . . . . . . . . . . . . . . . . . . . . . . . . . . . . . . . . . . . . . . . . . . . . . . . . . . . . . . . . . . . . . . . . . . . . . . . . . . . . . . . . . . . . . . . . . . . . . . . . . . . . . . . . . . . . . . . . . . . . . . . . . . . . . . . . . . . . . . . . . . . . . . . . . . . . . . . . . . . . . . . . . . . .: [287, 551, 2246, 562]
toc-entry-page: 3-33: [2160, 262, 2180, 273]
toc-entry-page: 3-29: [2190, 111, 2210, 122]
toc-dot-leader: . . . . . . . . . . . . . . . . . . . . . . . . . . . . . . . . . . . . . . . . . . . . . . . . . . . . . . . . . . . . . . . . . . . . . . . . . . . . . . . . . . . . . . . . . . . . . . . . . . . . . . . . . . . . . . . . . . . . . . . . . . . . . . . . . . . . . . . . . . . . . . . . . . . . . . . . . . . . . . . . . . . . . . . . . . . . . . . . . . . . . . . . . . . . . . . . . . . . . . . .: [234, 500, 2193, 512]
toc-entry-title: Duplex removal: [140, 779, 211, 789]
toc-dot-leader: . . . . . . . . . . . . . . . . . . . . . . . . . . . . . . . . . . . . . . . . . . . . . . . . . . . . . . . . . . . . . . . . . . . . . . . . . . . . . . . . . . . . . . . . . . . . . . . . . . . . . . . . . . . . . . . . . . . . . . . . . . . . . . . . . . . . . . . . . . . . . . . . . . . . . . . . . . . . . . . . . . . . . . . . . . . . . . . . . . . . . . . . . . . . . . . . . . . . . . . .: [267, 753, 2226, 765]
toc-entry-page: 4-1: [2209, 628, 2224, 639]
toc-entry-page: 3-41: [2225, 488, 2245, 499]
toc-entry-page: 3-29: [2175, 136, 2195, 147]
